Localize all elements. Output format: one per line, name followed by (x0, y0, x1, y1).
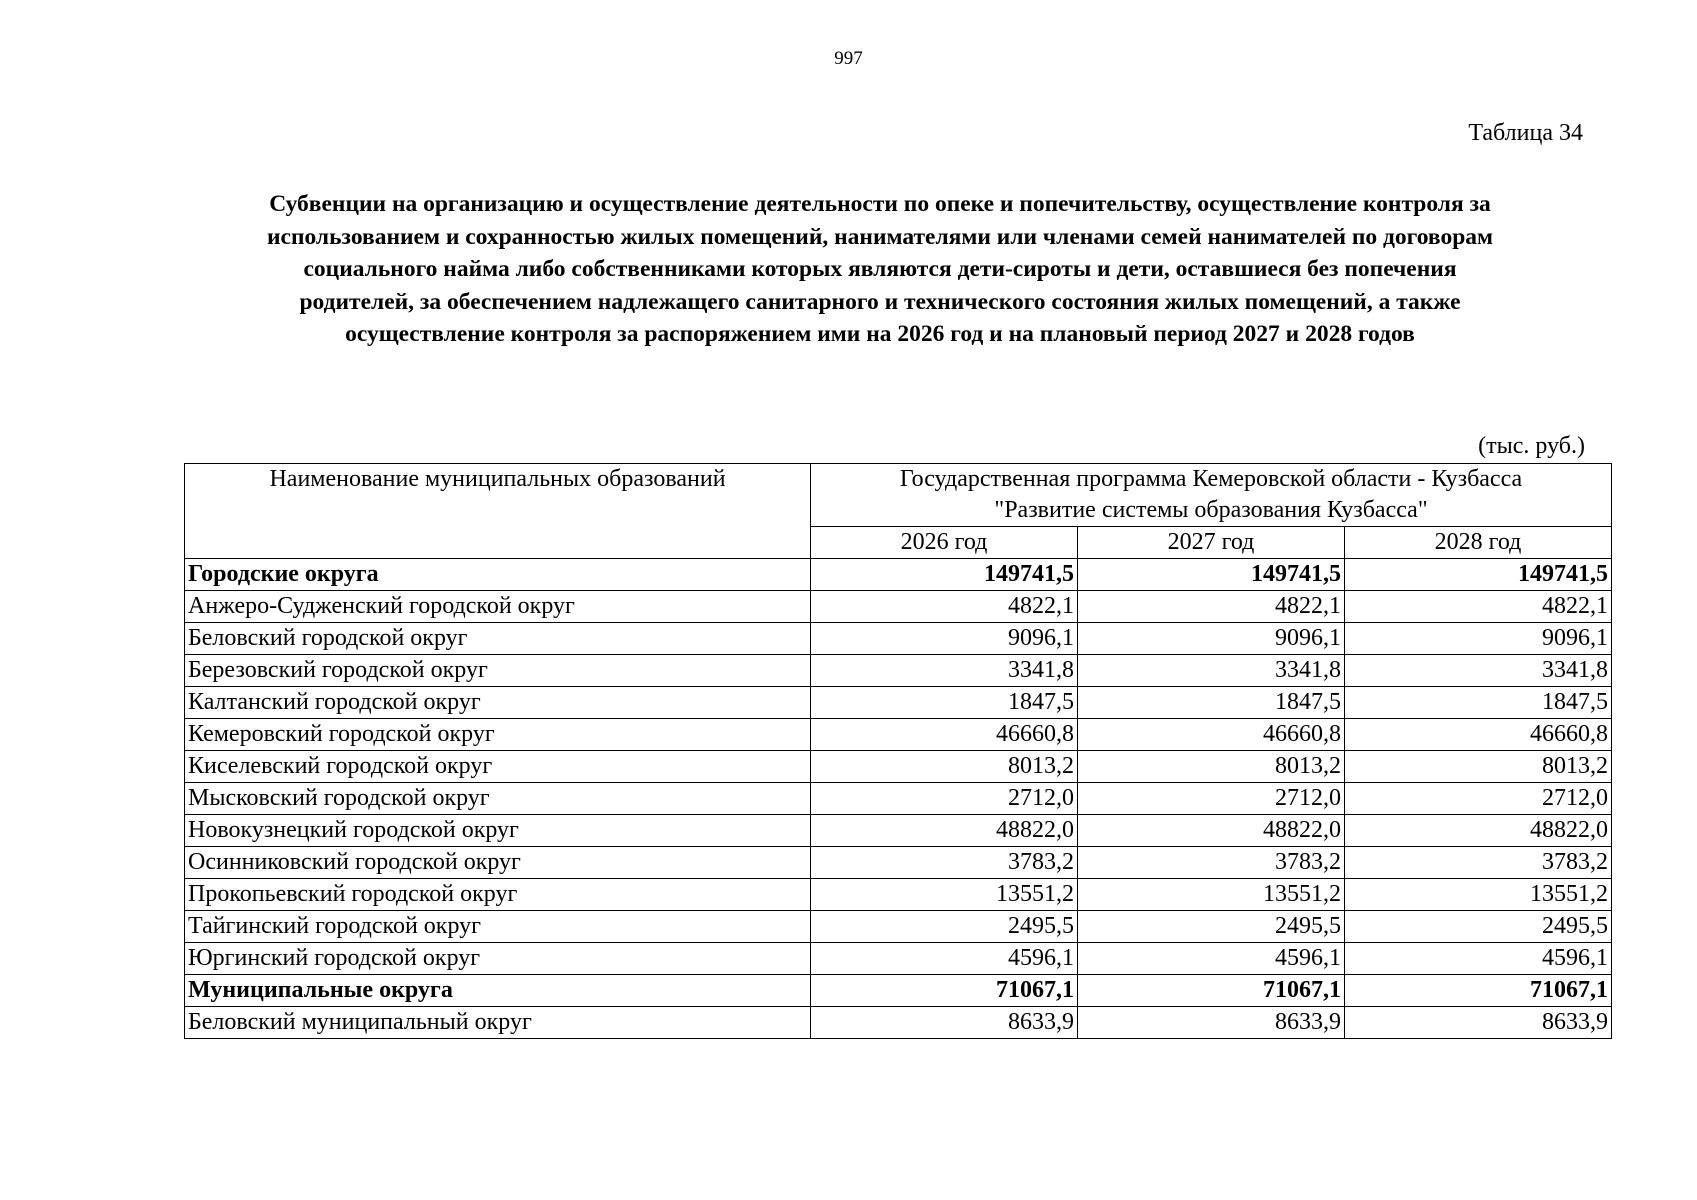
value-2027-cell: 4822,1 (1078, 591, 1345, 623)
value-2026-cell: 8013,2 (811, 751, 1078, 783)
title-line: осуществление контроля за распоряжением ими на 2026 год и на плановый период 2027 и 2028 годов (345, 321, 1415, 347)
value-2026-cell: 46660,8 (811, 719, 1078, 751)
value-2027-cell: 1847,5 (1078, 687, 1345, 719)
value-2026-cell: 2712,0 (811, 783, 1078, 815)
value-2026-cell: 1847,5 (811, 687, 1078, 719)
table-row (185, 719, 1612, 751)
value-2027-cell: 48822,0 (1078, 815, 1345, 847)
value-2026-cell: 9096,1 (811, 623, 1078, 655)
title-line: использованием и сохранностью жилых помещений, нанимателями или членами семей нанимателей по договорам (266, 223, 1494, 250)
municipality-name-cell: Беловский муниципальный округ (185, 1007, 811, 1039)
value-2028-cell: 1847,5 (1345, 687, 1612, 719)
municipality-name-cell: Анжеро-Судженский городской округ (185, 591, 811, 623)
value-2028-cell: 149741,5 (1345, 559, 1612, 591)
municipality-name-cell: Городские округа (185, 559, 811, 591)
value-2027-cell: 3783,2 (1078, 847, 1345, 879)
value-2027-cell: 149741,5 (1078, 559, 1345, 591)
municipality-name-cell: Осинниковский городской округ (185, 847, 811, 879)
page-number: 997 (834, 48, 863, 69)
units-label: (тыс. руб.) (1478, 433, 1585, 459)
municipality-name-cell: Муниципальные округа (185, 975, 811, 1007)
value-2026-cell: 48822,0 (811, 815, 1078, 847)
table-row (185, 655, 1612, 687)
value-2028-cell: 46660,8 (1345, 719, 1612, 751)
table-row (185, 943, 1612, 975)
table-row (185, 751, 1612, 783)
title-line: социального найма либо собственниками которых являются дети-сироты и дети, оставшиеся без попечения (303, 256, 1457, 282)
value-2026-cell: 71067,1 (811, 975, 1078, 1007)
table-row (185, 815, 1612, 847)
value-2028-cell: 71067,1 (1345, 975, 1612, 1007)
value-2028-cell: 13551,2 (1345, 879, 1612, 911)
value-2028-cell: 8633,9 (1345, 1007, 1612, 1039)
table-row (185, 911, 1612, 943)
value-2027-cell: 8013,2 (1078, 751, 1345, 783)
document-title (180, 188, 1580, 351)
value-2027-cell: 13551,2 (1078, 879, 1345, 911)
value-2027-cell: 9096,1 (1078, 623, 1345, 655)
municipality-name-cell: Юргинский городской округ (185, 943, 811, 975)
table-label: Таблица 34 (1468, 120, 1583, 146)
title-line: Субвенции на организацию и осуществление деятельности по опеке и попечительству, осуществление контроля за (269, 191, 1491, 217)
subsidies-table (184, 463, 1612, 1039)
value-2027-cell: 4596,1 (1078, 943, 1345, 975)
value-2028-cell: 2495,5 (1345, 911, 1612, 943)
value-2028-cell: 2712,0 (1345, 783, 1612, 815)
table-row (185, 1007, 1612, 1039)
value-2026-cell: 3341,8 (811, 655, 1078, 687)
table-row (185, 687, 1612, 719)
municipality-name-cell: Прокопьевский городской округ (185, 879, 811, 911)
table-row (185, 847, 1612, 879)
municipality-name-cell: Тайгинский городской округ (185, 911, 811, 943)
program-header-line: Государственная программа Кемеровской области - Кузбасса (899, 466, 1523, 492)
table-row (185, 591, 1612, 623)
value-2027-cell: 71067,1 (1078, 975, 1345, 1007)
table-group-row (185, 975, 1612, 1007)
municipality-name-cell: Мысковский городской округ (185, 783, 811, 815)
value-2026-cell: 2495,5 (811, 911, 1078, 943)
municipality-name-cell: Новокузнецкий городской округ (185, 815, 811, 847)
value-2026-cell: 4822,1 (811, 591, 1078, 623)
year-header-2027: 2027 год (1078, 527, 1345, 559)
table-row (185, 879, 1612, 911)
value-2026-cell: 4596,1 (811, 943, 1078, 975)
value-2027-cell: 2712,0 (1078, 783, 1345, 815)
municipality-name-cell: Киселевский городской округ (185, 751, 811, 783)
municipality-column-header: Наименование муниципальных образований (185, 464, 811, 559)
value-2027-cell: 2495,5 (1078, 911, 1345, 943)
value-2028-cell: 3341,8 (1345, 655, 1612, 687)
table-row (185, 623, 1612, 655)
value-2026-cell: 149741,5 (811, 559, 1078, 591)
table-body (185, 559, 1612, 1039)
title-line: родителей, за обеспечением надлежащего санитарного и технического состояния жилых помещений, а также (299, 288, 1461, 315)
municipality-name-cell: Беловский городской округ (185, 623, 811, 655)
table-header-row (185, 464, 1612, 527)
table-group-row (185, 559, 1612, 591)
value-2028-cell: 9096,1 (1345, 623, 1612, 655)
value-2027-cell: 8633,9 (1078, 1007, 1345, 1039)
value-2026-cell: 3783,2 (811, 847, 1078, 879)
value-2028-cell: 3783,2 (1345, 847, 1612, 879)
municipality-name-cell: Калтанский городской округ (185, 687, 811, 719)
municipality-name-cell: Кемеровский городской округ (185, 719, 811, 751)
value-2026-cell: 8633,9 (811, 1007, 1078, 1039)
value-2027-cell: 3341,8 (1078, 655, 1345, 687)
program-column-header (811, 464, 1612, 527)
value-2028-cell: 4822,1 (1345, 591, 1612, 623)
value-2026-cell: 13551,2 (811, 879, 1078, 911)
program-header-line: "Развитие системы образования Кузбасса" (994, 497, 1428, 523)
table-row (185, 783, 1612, 815)
municipality-name-cell: Березовский городской округ (185, 655, 811, 687)
value-2028-cell: 8013,2 (1345, 751, 1612, 783)
value-2028-cell: 4596,1 (1345, 943, 1612, 975)
year-header-2028: 2028 год (1345, 527, 1612, 559)
value-2027-cell: 46660,8 (1078, 719, 1345, 751)
value-2028-cell: 48822,0 (1345, 815, 1612, 847)
year-header-2026: 2026 год (811, 527, 1078, 559)
